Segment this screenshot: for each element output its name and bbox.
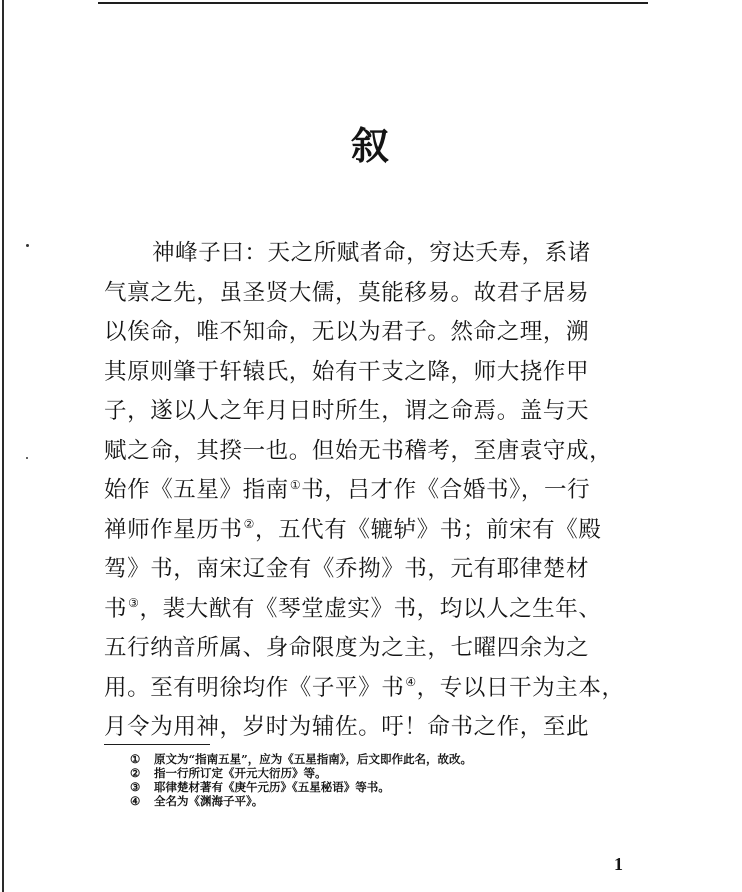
paragraph-line xyxy=(104,590,654,630)
scan-speck xyxy=(26,457,28,459)
paragraph-line xyxy=(104,432,654,472)
footnote-text: 指一行所订定《开元大衍历》等。 xyxy=(154,766,327,780)
footnote-item xyxy=(130,766,650,780)
footnote-text: 耶律楚材著有《庚午元历》《五星秘语》等书。 xyxy=(154,780,390,794)
paragraph-text: 子，遂以人之年月日时所生，谓之命焉。盖与天 xyxy=(104,398,590,424)
footnote-item xyxy=(130,794,650,808)
paragraph-text: 神峰子曰：天之所赋者命，穷达夭寿，系诸 xyxy=(152,240,591,266)
footnote-reference: ③ xyxy=(128,596,140,610)
paragraph-text: 以俟命，唯不知命，无以为君子。然命之理，溯 xyxy=(104,319,590,345)
scan-speck xyxy=(26,244,29,247)
page-title: 叙 xyxy=(350,123,391,168)
paragraph-text: 其原则肇于轩辕氏，始有干支之降，师大挠作甲 xyxy=(104,358,590,385)
paragraph-text: ，专以日干为主本， xyxy=(416,674,625,701)
paragraph-text: 驾》书，南宋辽金有《乔拗》书，元有耶律楚材 xyxy=(104,556,590,582)
page-number: 1 xyxy=(614,854,623,874)
footnote-text: 全名为《渊海子平》。 xyxy=(154,794,264,808)
footnote-reference: ② xyxy=(243,517,255,531)
paragraph-text: 书 xyxy=(104,595,128,622)
paragraph-text: ，五代有《辘轳》书；前宋有《殿 xyxy=(254,516,602,543)
footnotes xyxy=(130,752,650,808)
paragraph-line xyxy=(104,274,654,314)
footnote-item xyxy=(130,780,650,794)
paragraph-text: 月令为用神，岁时为辅佐。吁！命书之作，至此 xyxy=(104,714,590,740)
paragraph-text: 禅师作星历书 xyxy=(104,516,243,543)
footnote-text: 原文为“指南五星”，应为《五星指南》，后文即作此名，故改。 xyxy=(154,752,472,766)
footnote-mark: ① xyxy=(130,752,141,766)
main-paragraph xyxy=(104,234,654,748)
paragraph-text: 气禀之先，虽圣贤大儒，莫能移易。故君子居易 xyxy=(104,279,590,306)
paragraph-line xyxy=(104,392,654,432)
paragraph-line xyxy=(104,669,654,709)
footnote-reference: ④ xyxy=(405,675,417,689)
paragraph-line xyxy=(104,550,654,590)
footnote-mark: ② xyxy=(130,766,141,780)
paragraph-line xyxy=(104,234,654,274)
paragraph-text: 书，吕才作《合婚书》，一行 xyxy=(301,477,591,503)
paragraph-line xyxy=(104,471,654,511)
paragraph-text: 用。至有明徐均作《子平》书 xyxy=(104,674,405,701)
footnote-reference: ① xyxy=(289,477,302,492)
paragraph-line xyxy=(104,511,654,551)
paragraph-text: 始作《五星》指南 xyxy=(104,477,289,503)
footnote-mark: ④ xyxy=(130,794,141,808)
header-rule xyxy=(98,2,648,4)
footnote-mark: ③ xyxy=(130,780,141,794)
paragraph-text: 赋之命，其揆一也。但始无书稽考，至唐袁守成， xyxy=(104,437,613,464)
paragraph-line xyxy=(104,708,654,748)
paragraph-text: ，裴大猷有《琴堂虚实》书，均以人之生年、 xyxy=(139,595,602,622)
paragraph-line xyxy=(104,313,654,353)
paragraph-text: 五行纳音所属、身命限度为之主，七曜四余为之 xyxy=(104,635,590,661)
paragraph-line xyxy=(104,629,654,669)
footnote-divider xyxy=(104,744,210,745)
paragraph-line xyxy=(104,353,654,393)
footnote-item xyxy=(130,752,650,766)
